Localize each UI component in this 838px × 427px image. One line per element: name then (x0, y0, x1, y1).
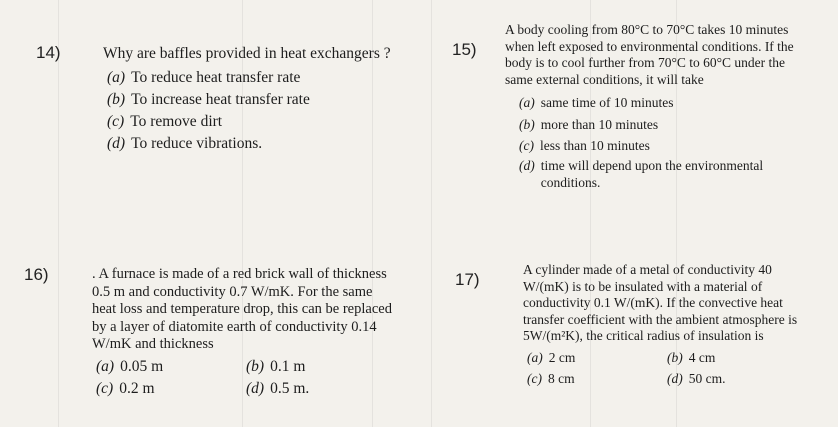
option-text: same time of 10 minutes (540, 95, 674, 111)
option-d (667, 368, 807, 390)
option-text: 0.5 m. (270, 379, 310, 397)
option-text: 2 cm (548, 349, 576, 365)
option-text: 0.1 m (270, 357, 306, 375)
option-b (107, 89, 433, 111)
option-label: (b) (519, 116, 535, 132)
option-text: 8 cm (547, 371, 575, 387)
option-b (519, 114, 800, 136)
option-c (96, 378, 246, 400)
question-stem: A body cooling from 80°C to 70°C takes 10 minutes when left exposed to environmental conditions. If the body is to cool further from 70°C to 60°C under the same external conditions, it will take (505, 22, 794, 87)
option-text: 0.05 m (120, 357, 164, 375)
option-label: (a) (527, 349, 543, 365)
option-text: To reduce heat transfer rate (131, 69, 301, 86)
option-label: (a) (107, 69, 126, 86)
option-c (527, 368, 667, 390)
question-14 (103, 44, 433, 155)
option-a (519, 92, 800, 114)
option-label: (d) (246, 379, 265, 397)
option-b (667, 347, 807, 369)
option-d (519, 157, 789, 191)
question-number: 14) (36, 43, 61, 62)
option-label: (b) (246, 357, 265, 375)
option-label: (c) (107, 113, 125, 130)
option-label: (c) (527, 371, 542, 387)
option-c (107, 111, 433, 133)
option-label: (c) (519, 138, 534, 154)
option-a (107, 67, 433, 89)
option-text: time will depend upon the environmental conditions. (540, 157, 764, 190)
option-text: more than 10 minutes (540, 116, 659, 132)
question-stem: Why are baffles provided in heat exchangers ? (103, 45, 391, 62)
question-15 (505, 22, 800, 191)
option-d (107, 133, 433, 155)
option-text: To increase heat transfer rate (131, 91, 310, 108)
option-a (527, 347, 667, 369)
option-text: 4 cm (688, 349, 716, 365)
question-stem: . A furnace is made of a red brick wall of thickness 0.5 m and conductivity 0.7 W/mK. For the same heat loss and temperature drop, this can be replaced by a layer of diatomite earth of conductivity 0.14 W/mK and thickness (92, 266, 392, 353)
scan-artifact (58, 0, 59, 427)
option-label: (d) (107, 135, 126, 152)
option-d (246, 378, 386, 400)
option-label: (a) (519, 95, 535, 111)
option-text: 0.2 m (119, 379, 155, 397)
option-a (96, 356, 246, 378)
option-label: (d) (519, 157, 535, 173)
option-label: (b) (667, 349, 683, 365)
option-label: (a) (96, 357, 115, 375)
question-16 (92, 266, 392, 400)
question-number: 16) (24, 265, 49, 284)
option-label: (c) (96, 379, 114, 397)
option-label: (d) (667, 371, 683, 387)
question-number: 17) (455, 270, 480, 289)
option-text: 50 cm. (688, 371, 726, 387)
option-text: less than 10 minutes (539, 138, 650, 154)
option-text: To remove dirt (130, 113, 223, 130)
option-c (519, 135, 800, 157)
option-label: (b) (107, 91, 126, 108)
option-text: To reduce vibrations. (131, 135, 263, 152)
option-b (246, 356, 386, 378)
question-17 (523, 262, 805, 390)
question-number: 15) (452, 40, 477, 59)
question-stem: A cylinder made of a metal of conductivity 40 W/(mK) is to be insulated with a material of conductivity 0.1 W/(mK). If the convective heat transfer coefficient with the ambient atmosphere is 5W/(m²K), the critical radius of insulation is (523, 262, 798, 344)
